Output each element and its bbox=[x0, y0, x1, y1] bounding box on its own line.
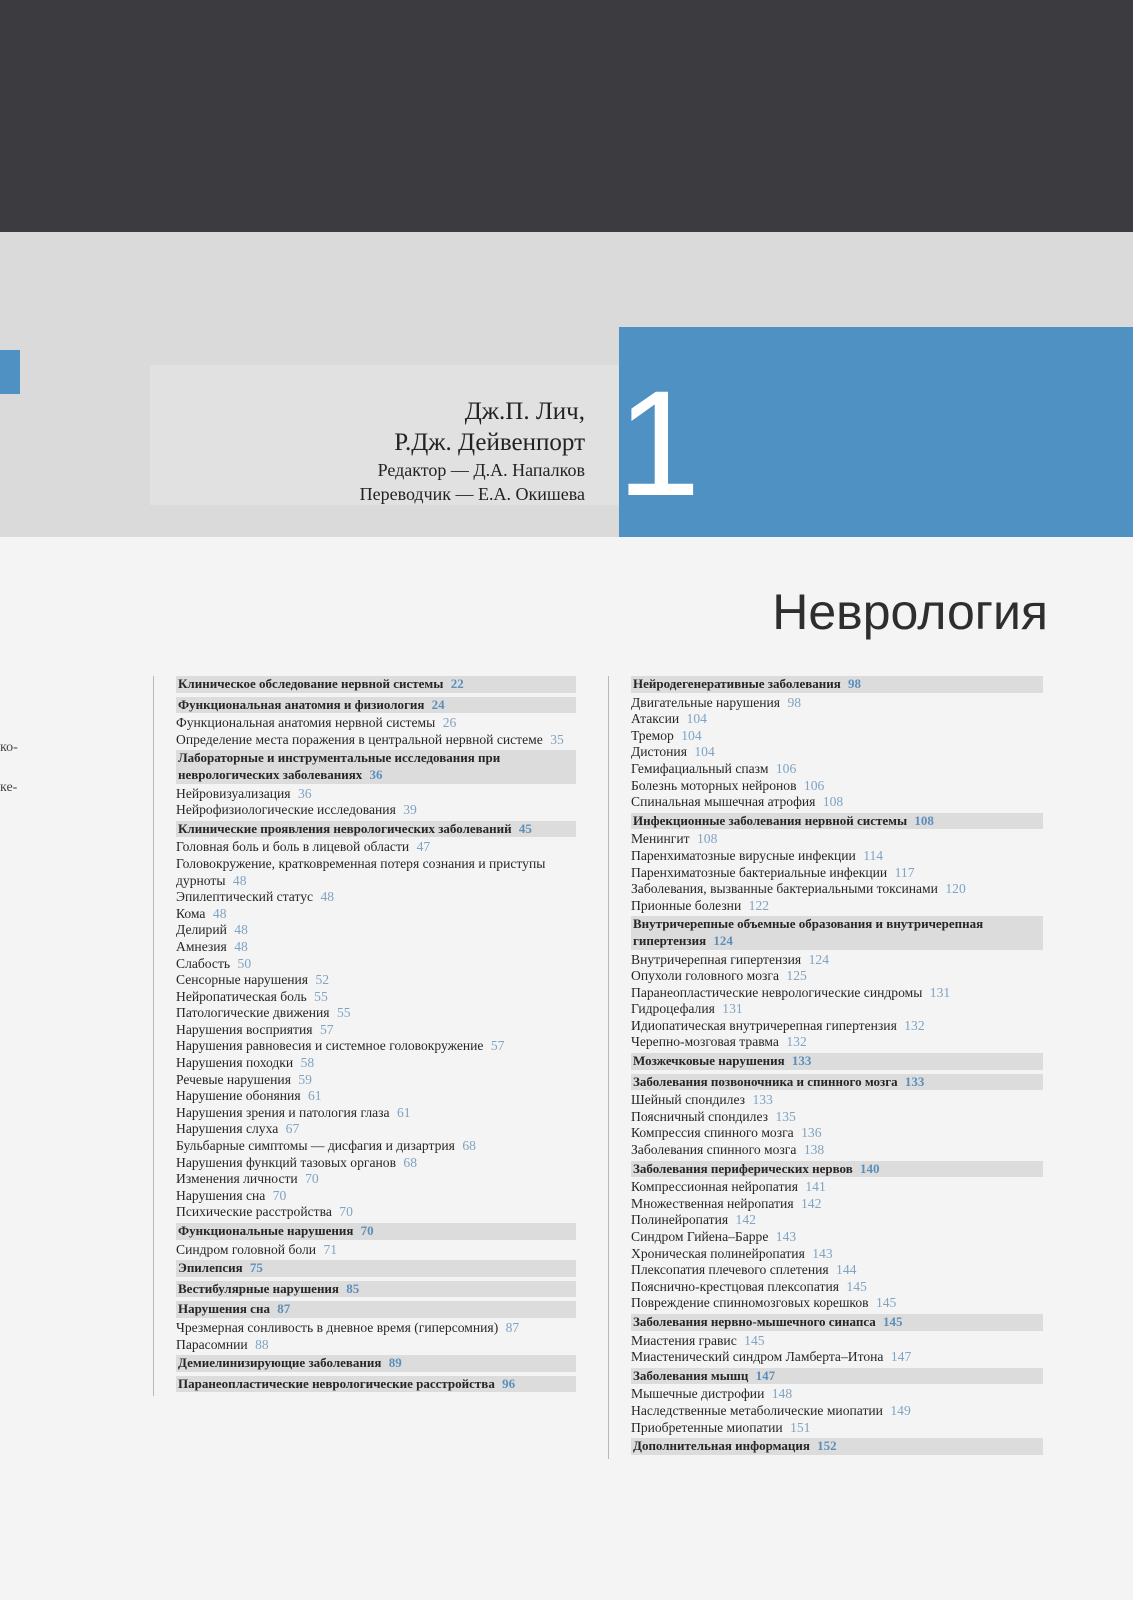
left-edge-blue-tab bbox=[0, 350, 20, 394]
entry-title: Дистония bbox=[631, 744, 687, 760]
toc-entry[interactable] bbox=[176, 1038, 576, 1055]
toc-entry[interactable] bbox=[631, 695, 1043, 712]
toc-entry[interactable] bbox=[631, 1403, 1043, 1420]
entry-page-number: 133 bbox=[752, 1092, 773, 1108]
toc-entry[interactable] bbox=[176, 1105, 576, 1122]
chapter-number: 1 bbox=[617, 359, 701, 527]
toc-entry[interactable] bbox=[631, 711, 1043, 728]
section-title: Функциональная анатомия и физиология bbox=[178, 696, 425, 712]
entry-page-number: 132 bbox=[786, 1034, 807, 1050]
section-heading[interactable] bbox=[176, 676, 576, 693]
entry-title: Мышечные дистрофии bbox=[631, 1386, 765, 1402]
entry-page-number: 135 bbox=[775, 1108, 796, 1124]
entry-title: Нарушение обоняния bbox=[176, 1088, 301, 1104]
section-heading[interactable] bbox=[176, 697, 576, 714]
entry-page-number: 55 bbox=[336, 1005, 351, 1021]
toc-entry[interactable] bbox=[631, 881, 1043, 898]
toc-entry[interactable] bbox=[631, 1179, 1043, 1196]
toc-entry[interactable] bbox=[176, 1138, 576, 1155]
section-title: Клинические проявления неврологических заболеваний bbox=[178, 820, 512, 836]
entry-page-number: 114 bbox=[863, 847, 884, 863]
section-page-number: 133 bbox=[904, 1073, 925, 1089]
toc-entry[interactable] bbox=[176, 956, 576, 973]
toc-entry[interactable] bbox=[176, 889, 576, 906]
entry-title: Черепно-мозговая травма bbox=[631, 1034, 779, 1050]
entry-title: Сенсорные нарушения bbox=[176, 972, 309, 988]
entry-title: Идиопатическая внутричерепная гипертензия bbox=[631, 1017, 897, 1033]
entry-page-number: 124 bbox=[808, 951, 829, 967]
toc-section bbox=[631, 1438, 1043, 1459]
toc-entry[interactable] bbox=[176, 1204, 576, 1221]
toc-entry[interactable] bbox=[631, 1034, 1043, 1051]
section-heading[interactable] bbox=[176, 1223, 576, 1240]
section-heading[interactable] bbox=[176, 1355, 576, 1372]
entry-title: Двигательные нарушения bbox=[631, 694, 781, 710]
toc-entry[interactable] bbox=[631, 794, 1043, 811]
chapter-title: Неврология bbox=[772, 584, 1048, 640]
entry-page-number: 143 bbox=[812, 1245, 833, 1261]
entry-page-number: 39 bbox=[403, 802, 417, 818]
section-title: Заболевания нервно-мышечного синапса bbox=[633, 1313, 876, 1329]
entry-title: Эпилептический статус bbox=[176, 889, 314, 905]
entry-title: Нарушения слуха bbox=[176, 1121, 279, 1137]
toc-entry[interactable] bbox=[176, 1155, 576, 1172]
entry-title: Определение места поражения в центральной нервной системе bbox=[176, 731, 543, 747]
entry-title: Заболевания, вызванные бактериальными токсинами bbox=[631, 881, 938, 897]
toc-entry[interactable] bbox=[176, 1088, 576, 1105]
entry-page-number: 108 bbox=[696, 831, 718, 847]
toc-entry[interactable] bbox=[631, 848, 1043, 865]
section-heading[interactable] bbox=[631, 1053, 1043, 1070]
entry-title: Чрезмерная сонливость в дневное время (гиперсомния) bbox=[176, 1319, 499, 1335]
section-page-number: 45 bbox=[518, 820, 532, 836]
entry-title: Хроническая полинейропатия bbox=[631, 1245, 805, 1261]
entry-title: Спинальная мышечная атрофия bbox=[631, 794, 816, 810]
entry-page-number: 142 bbox=[801, 1195, 822, 1211]
toc-section bbox=[176, 1376, 576, 1397]
toc-entry[interactable] bbox=[631, 898, 1043, 915]
section-title: Инфекционные заболевания нервной системы bbox=[633, 812, 908, 828]
entry-title: Приобретенные миопатии bbox=[631, 1419, 783, 1435]
edge-text-fragment: ко- bbox=[0, 740, 18, 755]
entry-page-number: 61 bbox=[396, 1104, 411, 1120]
entry-page-number: 151 bbox=[790, 1419, 811, 1435]
edge-text-fragment: ке- bbox=[0, 780, 18, 795]
toc-section bbox=[176, 1260, 576, 1281]
section-page-number: 87 bbox=[277, 1301, 291, 1317]
entry-page-number: 141 bbox=[805, 1179, 826, 1195]
entry-page-number: 88 bbox=[255, 1336, 269, 1352]
section-title: Мозжечковые нарушения bbox=[633, 1053, 785, 1069]
section-title: Демиелинизирующие заболевания bbox=[178, 1355, 382, 1371]
entry-page-number: 48 bbox=[232, 872, 247, 888]
section-title: Паранеопластические неврологические расстройства bbox=[178, 1375, 495, 1391]
entry-page-number: 68 bbox=[462, 1138, 476, 1154]
entry-page-number: 57 bbox=[490, 1038, 505, 1054]
section-page-number: 85 bbox=[346, 1280, 360, 1296]
section-title: Вестибулярные нарушения bbox=[178, 1280, 339, 1296]
entry-page-number: 106 bbox=[803, 777, 825, 793]
chapter-credits bbox=[360, 396, 585, 506]
toc-entry[interactable] bbox=[176, 856, 576, 889]
entry-title: Шейный спондилез bbox=[631, 1092, 746, 1108]
entry-title: Синдром головной боли bbox=[176, 1241, 317, 1257]
section-page-number: 89 bbox=[388, 1355, 402, 1371]
toc-entry[interactable] bbox=[631, 728, 1043, 745]
toc-entry[interactable] bbox=[176, 972, 576, 989]
section-gap bbox=[176, 1394, 576, 1396]
entry-title: Миастенический синдром Ламберта–Итона bbox=[631, 1349, 884, 1365]
entry-title: Нейропатическая боль bbox=[176, 988, 307, 1004]
section-heading[interactable] bbox=[631, 813, 1043, 830]
toc-entry[interactable] bbox=[631, 1279, 1043, 1296]
toc-entry[interactable] bbox=[631, 778, 1043, 795]
toc-entry[interactable] bbox=[176, 906, 576, 923]
toc-section bbox=[631, 1314, 1043, 1368]
section-heading[interactable] bbox=[631, 1074, 1043, 1091]
toc-section bbox=[631, 1368, 1043, 1438]
entry-title: Нарушения сна bbox=[176, 1187, 266, 1203]
entry-page-number: 122 bbox=[748, 897, 770, 913]
entry-title: Нарушения функций тазовых органов bbox=[176, 1154, 397, 1170]
toc-entry[interactable] bbox=[176, 786, 576, 803]
entry-title: Заболевания спинного мозга bbox=[631, 1142, 797, 1158]
toc-entry[interactable] bbox=[631, 865, 1043, 882]
toc-entry[interactable] bbox=[176, 839, 576, 856]
toc-section bbox=[176, 697, 576, 751]
section-heading[interactable] bbox=[631, 1438, 1043, 1455]
toc-section bbox=[176, 750, 576, 820]
section-heading[interactable] bbox=[631, 1161, 1043, 1178]
entry-title: Слабость bbox=[176, 955, 231, 971]
toc-entry[interactable] bbox=[176, 1072, 576, 1089]
section-page-number: 133 bbox=[791, 1053, 812, 1069]
entry-title: Плексопатия плечевого сплетения bbox=[631, 1262, 829, 1278]
entry-title: Паренхиматозные бактериальные инфекции bbox=[631, 864, 888, 880]
entry-title: Болезнь моторных нейронов bbox=[631, 777, 797, 793]
entry-title: Паренхиматозные вирусные инфекции bbox=[631, 847, 856, 863]
entry-page-number: 48 bbox=[234, 922, 248, 938]
entry-title: Миастения гравис bbox=[631, 1332, 737, 1348]
toc-entry[interactable] bbox=[176, 1320, 576, 1337]
entry-page-number: 48 bbox=[320, 889, 335, 905]
entry-page-number: 57 bbox=[319, 1021, 334, 1037]
entry-page-number: 35 bbox=[550, 731, 564, 747]
entry-title: Амнезия bbox=[176, 938, 227, 954]
section-heading[interactable] bbox=[631, 1368, 1043, 1385]
section-title: Заболевания периферических нервов bbox=[633, 1160, 853, 1176]
toc-section bbox=[176, 676, 576, 697]
toc-entry[interactable] bbox=[176, 715, 576, 732]
entry-page-number: 149 bbox=[890, 1402, 911, 1418]
entry-title: Компрессионная нейропатия bbox=[631, 1179, 798, 1195]
entry-page-number: 71 bbox=[323, 1241, 338, 1257]
toc-right-column bbox=[608, 676, 1043, 1459]
toc-entry[interactable] bbox=[631, 1092, 1043, 1109]
section-title: Нейродегенеративные заболевания bbox=[633, 676, 841, 691]
section-page-number: 75 bbox=[249, 1260, 263, 1276]
translator-credit: Переводчик — Е.А. Окишева bbox=[359, 484, 585, 504]
entry-title: Нарушения равновесия и системное головокружение bbox=[176, 1038, 484, 1054]
section-page-number: 96 bbox=[502, 1375, 516, 1391]
toc-entry[interactable] bbox=[176, 1171, 576, 1188]
entry-page-number: 120 bbox=[945, 881, 966, 897]
toc-section bbox=[631, 1053, 1043, 1074]
entry-title: Головная боль и боль в лицевой области bbox=[176, 839, 410, 855]
entry-page-number: 117 bbox=[894, 864, 915, 880]
section-page-number: 140 bbox=[859, 1160, 880, 1176]
toc-entry[interactable] bbox=[631, 831, 1043, 848]
section-page-number: 147 bbox=[755, 1367, 776, 1383]
section-page-number: 124 bbox=[713, 932, 733, 948]
toc-entry[interactable] bbox=[631, 1349, 1043, 1366]
entry-page-number: 125 bbox=[786, 968, 807, 984]
entry-page-number: 136 bbox=[801, 1125, 822, 1141]
entry-page-number: 131 bbox=[929, 984, 951, 1000]
section-heading[interactable] bbox=[631, 1314, 1043, 1331]
entry-title: Гидроцефалия bbox=[631, 1001, 715, 1017]
section-heading[interactable] bbox=[176, 1301, 576, 1318]
toc-entry[interactable] bbox=[176, 802, 576, 819]
section-heading[interactable] bbox=[176, 1281, 576, 1298]
entry-title: Нарушения восприятия bbox=[176, 1021, 313, 1037]
section-page-number: 36 bbox=[369, 766, 383, 782]
author-name: Дж.П. Лич, bbox=[464, 398, 585, 425]
section-heading[interactable] bbox=[176, 821, 576, 838]
entry-title: Парасомнии bbox=[176, 1336, 248, 1352]
section-page-number: 145 bbox=[883, 1313, 903, 1329]
entry-page-number: 145 bbox=[875, 1295, 897, 1311]
toc-entry[interactable] bbox=[631, 761, 1043, 778]
toc-section bbox=[631, 1161, 1043, 1314]
toc-entry[interactable] bbox=[176, 989, 576, 1006]
entry-page-number: 48 bbox=[234, 938, 248, 954]
entry-page-number: 142 bbox=[735, 1212, 756, 1228]
toc-section bbox=[631, 813, 1043, 917]
entry-title: Пояснично-крестцовая плексопатия bbox=[631, 1278, 839, 1294]
toc-entry[interactable] bbox=[631, 1295, 1043, 1312]
entry-title: Тремор bbox=[631, 727, 674, 743]
author-name: Р.Дж. Дейвенпорт bbox=[394, 429, 585, 456]
entry-title: Нарушения походки bbox=[176, 1055, 294, 1071]
entry-title: Речевые нарушения bbox=[176, 1071, 291, 1087]
entry-title: Нейровизуализация bbox=[176, 785, 291, 801]
entry-page-number: 145 bbox=[846, 1278, 867, 1294]
section-title: Эпилепсия bbox=[178, 1260, 243, 1276]
section-heading[interactable] bbox=[631, 676, 1043, 693]
section-title: Лабораторные и инструментальные исследования при неврологических заболеваниях bbox=[178, 750, 501, 782]
entry-title: Кома bbox=[176, 905, 206, 921]
toc-entry[interactable] bbox=[176, 1188, 576, 1205]
entry-title: Менингит bbox=[631, 831, 690, 847]
entry-title: Полинейропатия bbox=[631, 1212, 729, 1228]
section-page-number: 98 bbox=[848, 676, 862, 691]
toc-section bbox=[631, 916, 1043, 1053]
toc-entry[interactable] bbox=[631, 1386, 1043, 1403]
toc-entry[interactable] bbox=[631, 1262, 1043, 1279]
toc-entry[interactable] bbox=[176, 1242, 576, 1259]
toc-entry[interactable] bbox=[631, 1001, 1043, 1018]
section-heading[interactable] bbox=[176, 1376, 576, 1393]
toc-entry[interactable] bbox=[631, 1125, 1043, 1142]
entry-page-number: 148 bbox=[771, 1386, 793, 1402]
editor-credit: Редактор — Д.А. Напалков bbox=[377, 460, 585, 480]
entry-title: Гемифациальный спазм bbox=[631, 760, 769, 776]
entry-page-number: 58 bbox=[300, 1055, 315, 1071]
toc-entry[interactable] bbox=[176, 1022, 576, 1039]
entry-page-number: 68 bbox=[403, 1154, 418, 1170]
toc-entry[interactable] bbox=[176, 732, 576, 749]
entry-page-number: 36 bbox=[297, 785, 312, 801]
entry-title: Наследственные метаболические миопатии bbox=[631, 1402, 883, 1418]
entry-title: Головокружение, кратковременная потеря сознания и приступы дурноты bbox=[176, 855, 546, 888]
toc-entry[interactable] bbox=[631, 968, 1043, 985]
entry-page-number: 55 bbox=[314, 988, 328, 1004]
toc-section bbox=[176, 1355, 576, 1376]
section-heading[interactable] bbox=[176, 750, 576, 783]
entry-title: Нейрофизиологические исследования bbox=[176, 802, 396, 818]
section-page-number: 108 bbox=[914, 812, 934, 828]
toc-entry[interactable] bbox=[631, 985, 1043, 1002]
section-title: Заболевания позвоночника и спинного мозга bbox=[633, 1073, 898, 1089]
entry-page-number: 59 bbox=[298, 1071, 312, 1087]
entry-title: Атаксии bbox=[631, 711, 680, 727]
toc-entry[interactable] bbox=[176, 922, 576, 939]
entry-title: Функциональная анатомия нервной системы bbox=[176, 715, 436, 731]
entry-page-number: 132 bbox=[904, 1017, 925, 1033]
entry-page-number: 70 bbox=[305, 1171, 319, 1187]
entry-page-number: 70 bbox=[339, 1204, 353, 1220]
toc-entry[interactable] bbox=[631, 1333, 1043, 1350]
toc-entry[interactable] bbox=[176, 1337, 576, 1354]
section-title: Клиническое обследование нервной системы bbox=[178, 676, 444, 691]
entry-page-number: 131 bbox=[722, 1001, 743, 1017]
entry-title: Синдром Гийена–Барре bbox=[631, 1229, 769, 1244]
entry-page-number: 106 bbox=[775, 760, 797, 776]
toc-entry[interactable] bbox=[631, 1142, 1043, 1159]
entry-title: Патологические движения bbox=[176, 1005, 330, 1021]
entry-page-number: 108 bbox=[822, 794, 844, 810]
entry-page-number: 48 bbox=[212, 905, 227, 921]
entry-page-number: 104 bbox=[681, 727, 702, 743]
section-title: Внутричерепные объемные образования и внутричерепная гипертензия bbox=[633, 916, 984, 948]
entry-title: Изменения личности bbox=[176, 1171, 298, 1187]
toc-entry[interactable] bbox=[176, 939, 576, 956]
section-page-number: 24 bbox=[431, 696, 445, 712]
toc-entry[interactable] bbox=[631, 1420, 1043, 1437]
entry-page-number: 87 bbox=[505, 1319, 520, 1335]
section-title: Дополнительная информация bbox=[633, 1438, 810, 1454]
section-gap bbox=[631, 1457, 1043, 1459]
entry-page-number: 143 bbox=[775, 1229, 797, 1244]
section-page-number: 152 bbox=[817, 1438, 837, 1454]
section-title: Заболевания мышц bbox=[633, 1367, 749, 1383]
entry-page-number: 67 bbox=[285, 1121, 300, 1137]
toc-section bbox=[631, 676, 1043, 813]
entry-title: Бульбарные симптомы — дисфагия и дизартрия bbox=[176, 1138, 455, 1154]
toc-left-column bbox=[153, 676, 576, 1396]
entry-title: Опухоли головного мозга bbox=[631, 968, 779, 984]
entry-title: Множественная нейропатия bbox=[631, 1195, 794, 1211]
section-title: Нарушения сна bbox=[178, 1301, 270, 1317]
toc-section bbox=[176, 821, 576, 1223]
toc-section bbox=[176, 1301, 576, 1355]
entry-title: Делирий bbox=[176, 922, 227, 938]
toc-entry[interactable] bbox=[631, 1196, 1043, 1213]
entry-title: Компрессия спинного мозга bbox=[631, 1125, 794, 1141]
toc-section bbox=[176, 1281, 576, 1302]
top-dark-band bbox=[0, 0, 1133, 232]
entry-page-number: 61 bbox=[308, 1088, 322, 1104]
entry-title: Поясничный спондилез bbox=[631, 1108, 769, 1124]
section-title: Функциональные нарушения bbox=[178, 1223, 354, 1238]
section-page-number: 70 bbox=[360, 1223, 374, 1238]
toc-entry[interactable] bbox=[631, 1212, 1043, 1229]
toc-entry[interactable] bbox=[631, 1109, 1043, 1126]
entry-page-number: 26 bbox=[442, 715, 457, 731]
entry-page-number: 138 bbox=[803, 1142, 825, 1158]
entry-page-number: 104 bbox=[694, 744, 715, 760]
toc-entry[interactable] bbox=[631, 1018, 1043, 1035]
entry-title: Паранеопластические неврологические синдромы bbox=[631, 984, 923, 1000]
toc-entry[interactable] bbox=[631, 744, 1043, 761]
entry-title: Внутричерепная гипертензия bbox=[631, 951, 802, 967]
entry-page-number: 70 bbox=[272, 1187, 287, 1203]
toc-entry[interactable] bbox=[631, 1246, 1043, 1263]
entry-page-number: 98 bbox=[787, 694, 802, 710]
entry-title: Прионные болезни bbox=[631, 897, 742, 913]
entry-title: Повреждение спинномозговых корешков bbox=[631, 1295, 869, 1311]
entry-page-number: 144 bbox=[836, 1262, 857, 1278]
section-heading[interactable] bbox=[176, 1260, 576, 1277]
toc-entry[interactable] bbox=[176, 1121, 576, 1138]
toc-entry[interactable] bbox=[631, 1229, 1043, 1246]
entry-page-number: 104 bbox=[686, 711, 707, 727]
toc-entry[interactable] bbox=[631, 952, 1043, 969]
entry-page-number: 50 bbox=[237, 955, 252, 971]
section-page-number: 22 bbox=[450, 676, 464, 691]
entry-page-number: 145 bbox=[744, 1332, 765, 1348]
entry-page-number: 47 bbox=[416, 839, 431, 855]
entry-title: Нарушения зрения и патология глаза bbox=[176, 1104, 390, 1120]
entry-title: Психические расстройства bbox=[176, 1204, 332, 1220]
entry-page-number: 52 bbox=[315, 972, 330, 988]
toc-section bbox=[631, 1074, 1043, 1161]
section-heading[interactable] bbox=[631, 916, 1043, 949]
toc-entry[interactable] bbox=[176, 1055, 576, 1072]
entry-page-number: 147 bbox=[890, 1349, 912, 1365]
toc-entry[interactable] bbox=[176, 1005, 576, 1022]
toc-section bbox=[176, 1223, 576, 1260]
